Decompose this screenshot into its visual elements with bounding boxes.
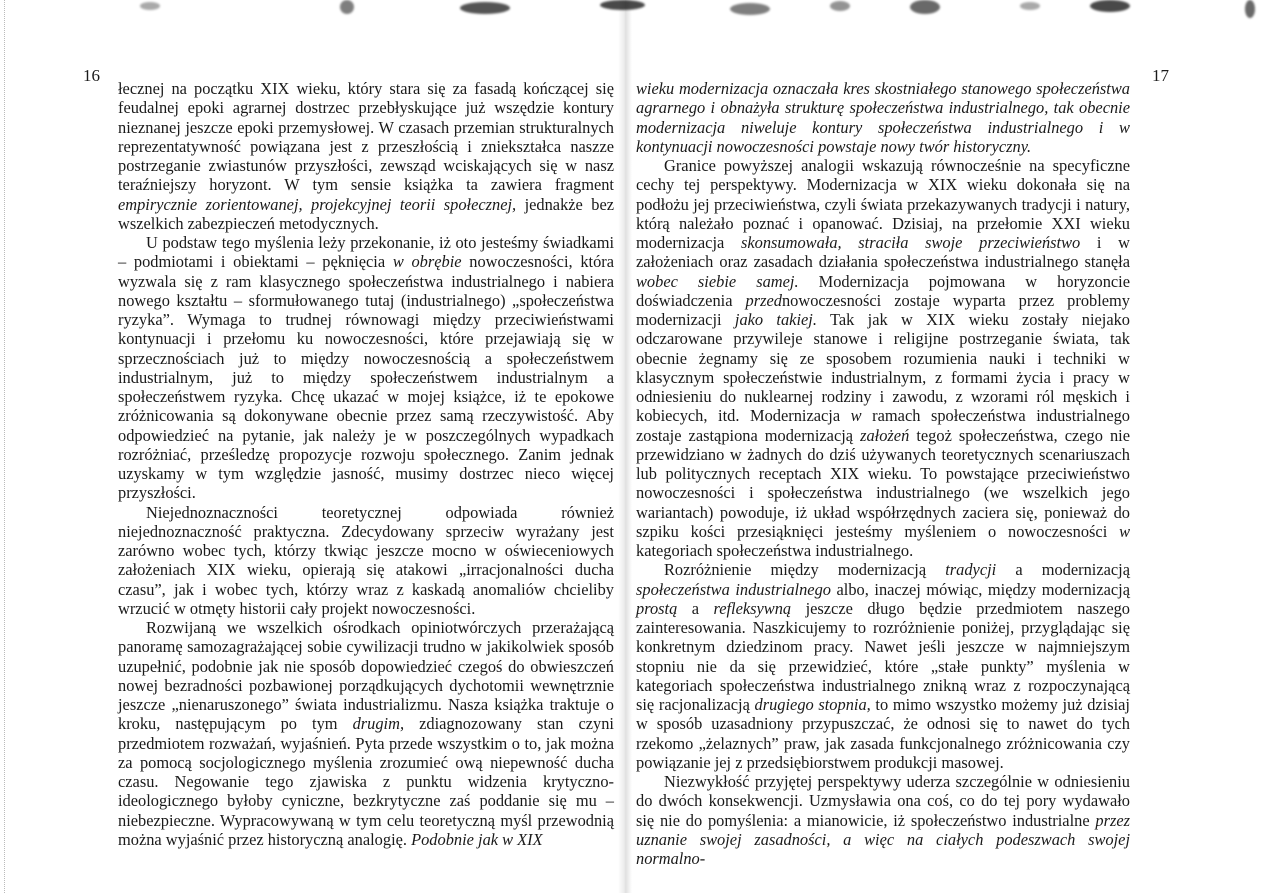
italic-text: Podobnie jak w XIX: [411, 829, 543, 849]
italic-text: tradycji: [945, 560, 997, 580]
paragraph: [118, 618, 614, 849]
italic-text: przed: [745, 290, 782, 310]
text-run: a: [677, 598, 714, 618]
text-run: ramach społeczeństwa industrialnego zostaje zastąpiona modernizacją: [636, 406, 1130, 445]
italic-text: drugiego stopnia,: [754, 695, 871, 714]
paragraph: [118, 79, 614, 233]
text-run: jednakże bez wszelkich zabezpieczeń metodycznych.: [118, 194, 614, 233]
text-run: Tak jak w XIX wieku zostały niejako odczarowane przywileje stanowe i religijne postrzeganie świata, tak obecnie żegnamy się ze sposobem rozumienia nauki i techniki w klasycznym społeczeństwie industrialnym, z formami życia i pracy w odniesieniu do nuklearnej rodziny i zawodu, z wzorami ról męskich i kobiecych, itd. Modernizacja: [636, 310, 1131, 426]
text-run: U podstaw tego myślenia leży przekonanie, iż oto jesteśmy świadkami – podmiotami i obiektami – pęknięcia: [118, 233, 614, 272]
paragraph: [118, 233, 614, 503]
text-run: to mimo wszystko możemy już dzisiaj w sposób uzasadniony przypuszczać, że odnosi się to nawet do tych rzekomo „żelaznych” praw, jak zasada funkcjonalnego zróżnicowania czy powiązanie jej z przedsiębiorstwem produkcji masowej.: [636, 695, 1130, 772]
text-run: nowoczesności, która wyzwala się z ram klasycznego społeczeństwa industrialnego i nabiera nowego kształtu – sformułowanego tutaj (industrialnego) „społeczeństwa ryzyka”. Wymaga to trudnej równowagi między przeciwieństwami kontynuacji i przełomu ku nowoczesności, które przejawiają się w sprzecznościach już to między nowoczesnością a społeczeństwem industrialnym, już to między społeczeństwem industrialnym a społeczeństwem ryzyka. Chcę ukazać w mojej książce, iż te epokowe zróżnicowania są dokonywane obecnie przez samą rzeczywistość. Aby odpowiedzieć na pytanie, jak należy je w poszczególnych wypadkach rozróżniać, prześledzę propozycje rozwoju społecznego. Zanim jednak uzyskamy w tym względzie jasność, musimy dostrzec nieco więcej przyszłości.: [118, 252, 615, 503]
italic-text: skonsumowała, straciła swoje przeciwieństwo: [740, 233, 1081, 252]
italic-text: założeń: [860, 425, 910, 445]
text-run: i w założeniach oraz zasadach działania społeczeństwa industrialnego stanęła: [636, 233, 1130, 272]
text-run: łecznej na początku XIX wieku, który stara się za fasadą kończącej się feudalnej epoki agrarnej dostrzec przebłyskujące już wszędzie kontury nieznanej jeszcze epoki przemysłowej. W czasach przemian strukturalnych reprezentatywność powiązana jest z przeszłością i zniekształca naszze postrzeganie zwiastunów przyszłości, zewsząd wciskających się w nasz teraźniejszy horyzont. W tym sensie książka ta zawiera fragment: [118, 79, 614, 195]
text-run: Niezwykłość przyjętej perspektywy uderza szczególnie w odniesieniu do dwóch konsekwencji. Uzmysławia ona coś, co do tej pory wydawało się nie do pomyślenia: a mianowicie, iż społeczeństwo industrialne: [636, 772, 1130, 830]
text-run: jeszcze długo będzie przedmiotem naszego zainteresowania. Naszkicujemy to rozróżnienie poniżej, przyglądając się konkretnym dziedzinom pracy. Nawet jeśli jeszcze w najmniejszym stopniu nie da się przewidzieć, które „stałe punkty” myślenia w kategoriach społeczeństwa industrialnego znikną wraz z rozpoczynającą się racjonalizacją: [636, 598, 1130, 714]
page-number-right: 17: [1152, 66, 1169, 85]
italic-text: prostą: [636, 598, 678, 618]
italic-text: przez uznanie swojej zasadności, a więc na ciałych podeszwach swojej normalno-: [636, 810, 1130, 868]
italic-text: jako takiej.: [734, 310, 817, 329]
italic-text: refleksywną: [713, 598, 792, 618]
text-run: Rozróżnienie między modernizacją: [664, 560, 946, 580]
text-run: Modernizacja pojmowana w horyzoncie doświadczenia: [636, 271, 1130, 310]
italic-text: w: [1119, 521, 1130, 541]
paragraph: [636, 560, 1130, 772]
scan-top-smudges: [0, 0, 1279, 22]
left-page-text: [118, 79, 614, 849]
right-page-text: [636, 79, 1130, 868]
text-run: nowoczesności zostaje wyparta przez problemy modernizacji: [636, 290, 1130, 329]
paragraph: [636, 772, 1130, 868]
text-run: albo, inaczej mówiąc, między modernizacją: [830, 579, 1130, 599]
italic-text: empirycznie zorientowanej, projekcyjnej teorii społecznej,: [118, 194, 517, 214]
paragraph: [118, 503, 614, 619]
book-gutter: [618, 0, 632, 893]
text-run: kategoriach społeczeństwa industrialnego.: [636, 541, 914, 560]
text-run: a modernizacją: [996, 560, 1130, 580]
text-run: Niejednoznaczności teoretycznej odpowiada również niejednoznaczność praktyczna. Zdecydowany sprzeciw wyrażany jest zarówno wobec tych, którzy tkwiąc jeszcze mocno w oświeceniowych założeniach XIX wieku, opierają się atakowi „irracjonalności ducha czasu”, jak i wobec tych, którzy wraz z kaskadą anomaliów chcieliby wrzucić w otmęty historii cały projekt nowoczesności.: [118, 502, 614, 618]
paragraph: [636, 156, 1130, 560]
italic-text: społeczeństwa industrialnego: [636, 579, 831, 599]
italic-text: wobec siebie samej.: [636, 271, 799, 291]
text-run: zdiagnozowany stan czyni przedmiotem rozważań, wyjaśnień. Pyta przede wszystkim o to, jak można za pomocą socjologicznego myślenia zrozumieć ową niepewność ducha czasu. Negowanie tego zjawiska z punktu widzenia krytyczno-ideologicznego byłoby cyniczne, bezkrytyczne zaś poddanie się mu – niebezpieczne. Wypracowywaną w tym celu teoretyczną myśl przewodnią można wyjaśnić przez historyczną analogię.: [118, 714, 614, 849]
paragraph: [636, 79, 1130, 156]
italic-text: w obrębie: [392, 252, 462, 272]
text-run: tegoż społeczeństwa, czego nie przewidziano w żadnych do dziś używanych teoretycznych scenariuszach lub politycznych receptach XIX wieku. To powstające przeciwieństwo nowoczesności i społeczeństwa industrialnego (we wszelkich jego wariantach) powoduje, iż układ współrzędnych zaciera się, ponieważ do szpiku kości przesiąknięci jesteśmy myśleniem o nowoczesności: [636, 425, 1130, 541]
text-run: Rozwijaną we wszelkich ośrodkach opiniotwórczych przerażającą panoramę samozagrażającej sobie cywilizacji trudno w jakikolwiek sposób uzupełnić, podobnie jak nie sposób dopowiedzieć czegoś do obwieszczeń nowej bezradności pozbawionej porządkujących dychotomii wewnętrznie jeszcze „nienaruszonego” świata industrializmu. Nasza książka traktuje o kroku, następującym po tym: [118, 618, 614, 734]
italic-text: drugim,: [352, 714, 405, 734]
text-run: Granice powyższej analogii wskazują równocześnie na specyficzne cechy tej perspektywy. Modernizacja w XIX wieku dokonała się na podłożu jej przeciwieństwa, czyli świata przekazywanych tradycji i natury, którą należało poznać i opanować. Dzisiaj, na przełomie XXI wieku modernizacja: [636, 156, 1130, 252]
page-number-left: 16: [83, 66, 100, 85]
italic-text: wieku modernizacja oznaczała kres skostniałego stanowego społeczeństwa agrarnego i obnażyła strukturę społeczeństwa industrialnego, tak obecnie modernizacja niweluje kontury społeczeństwa industrialnego i w kontynuacji nowoczesności powstaje nowy twór historyczny.: [636, 79, 1130, 156]
scan-left-edge: [4, 0, 15, 893]
italic-text: w: [850, 406, 862, 426]
